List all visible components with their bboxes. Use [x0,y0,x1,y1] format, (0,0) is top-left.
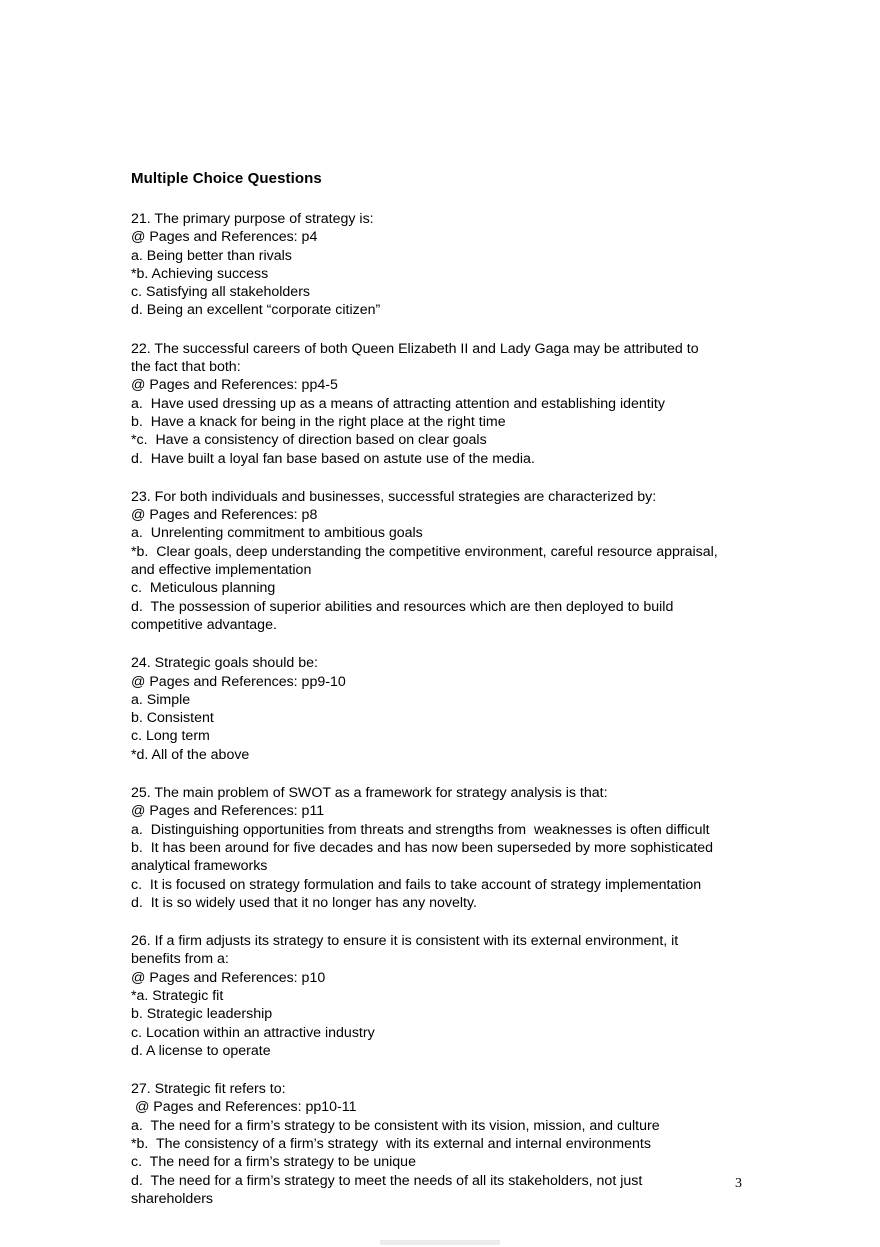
question-block [131,488,751,634]
page-title: Multiple Choice Questions [131,170,322,187]
question-block [131,932,751,1060]
question-line: *b. Achieving success [131,265,269,282]
question-block [131,1080,751,1208]
question-line: d. A license to operate [131,1042,271,1059]
question-line: @ Pages and References: p8 [131,507,318,524]
question-line: a. Unrelenting commitment to ambitious goals [131,525,423,542]
question-line: c. Location within an attractive industry [131,1024,375,1041]
question-line: b. Strategic leadership [131,1006,273,1023]
question-line: 27. Strategic fit refers to: [131,1081,286,1098]
question-line: c. Meticulous planning [131,580,276,597]
question-line: a. Distinguishing opportunities from threats and strengths from weaknesses is often difficult [131,821,710,838]
question-line: c. It is focused on strategy formulation and fails to take account of strategy implementation [131,876,702,893]
question-line: *c. Have a consistency of direction based on clear goals [131,432,487,449]
question-line: d. Have built a loyal fan base based on astute use of the media. [131,450,535,467]
question-line: 25. The main problem of SWOT as a framework for strategy analysis is that: [131,785,608,802]
question-line: 22. The successful careers of both Queen Elizabeth II and Lady Gaga may be attributed to [131,340,699,357]
question-line: 23. For both individuals and businesses, successful strategies are characterized by: [131,488,657,505]
question-block [131,654,751,764]
question-line: b. Consistent [131,710,214,727]
question-line: *d. All of the above [131,746,250,763]
question-line: @ Pages and References: p10 [131,969,326,986]
question-line: analytical frameworks [131,858,268,875]
question-line: d. The need for a firm’s strategy to meet the needs of all its stakeholders, not just [131,1172,643,1189]
question-line: @ Pages and References: pp9-10 [131,673,346,690]
question-line: a. The need for a firm’s strategy to be consistent with its vision, mission, and culture [131,1117,660,1134]
question-block [131,784,751,912]
question-line: 21. The primary purpose of strategy is: [131,211,374,227]
question-line: d. It is so widely used that it no longer has any novelty. [131,894,477,911]
question-line: @ Pages and References: pp4-5 [131,377,338,394]
question-line: benefits from a: [131,951,229,968]
question-line: 24. Strategic goals should be: [131,655,318,672]
question-list [131,210,751,1208]
question-line: b. It has been around for five decades and has now been superseded by more sophisticated [131,839,714,856]
question-line: 26. If a firm adjusts its strategy to ensure it is consistent with its external environment, it [131,933,679,950]
question-line: *b. Clear goals, deep understanding the competitive environment, careful resource appraisal, [131,543,718,560]
question-line: @ Pages and References: p11 [131,803,325,820]
question-block [131,340,751,468]
question-line: a. Have used dressing up as a means of attracting attention and establishing identity [131,395,665,412]
question-line: and effective implementation [131,562,312,579]
question-line: c. Long term [131,728,210,745]
question-line: *a. Strategic fit [131,987,224,1004]
footer-artifact [380,1240,500,1245]
question-line: the fact that both: [131,359,241,376]
question-line: a. Being better than rivals [131,247,292,264]
question-line: @ Pages and References: p4 [131,229,318,246]
question-line: b. Have a knack for being in the right place at the right time [131,413,506,430]
question-line: *b. The consistency of a firm’s strategy with its external and internal environments [131,1136,651,1153]
question-line: competitive advantage. [131,616,277,633]
page-number: 3 [735,1176,742,1191]
question-block [131,210,751,320]
question-line: @ Pages and References: pp10-11 [131,1099,357,1116]
question-line: d. The possession of superior abilities and resources which are then deployed to build [131,598,674,615]
question-line: shareholders [131,1190,214,1207]
question-line: c. The need for a firm’s strategy to be unique [131,1154,416,1171]
document-body [131,170,751,1228]
question-line: a. Simple [131,691,191,708]
question-line: d. Being an excellent “corporate citizen” [131,302,381,319]
question-line: c. Satisfying all stakeholders [131,284,311,301]
